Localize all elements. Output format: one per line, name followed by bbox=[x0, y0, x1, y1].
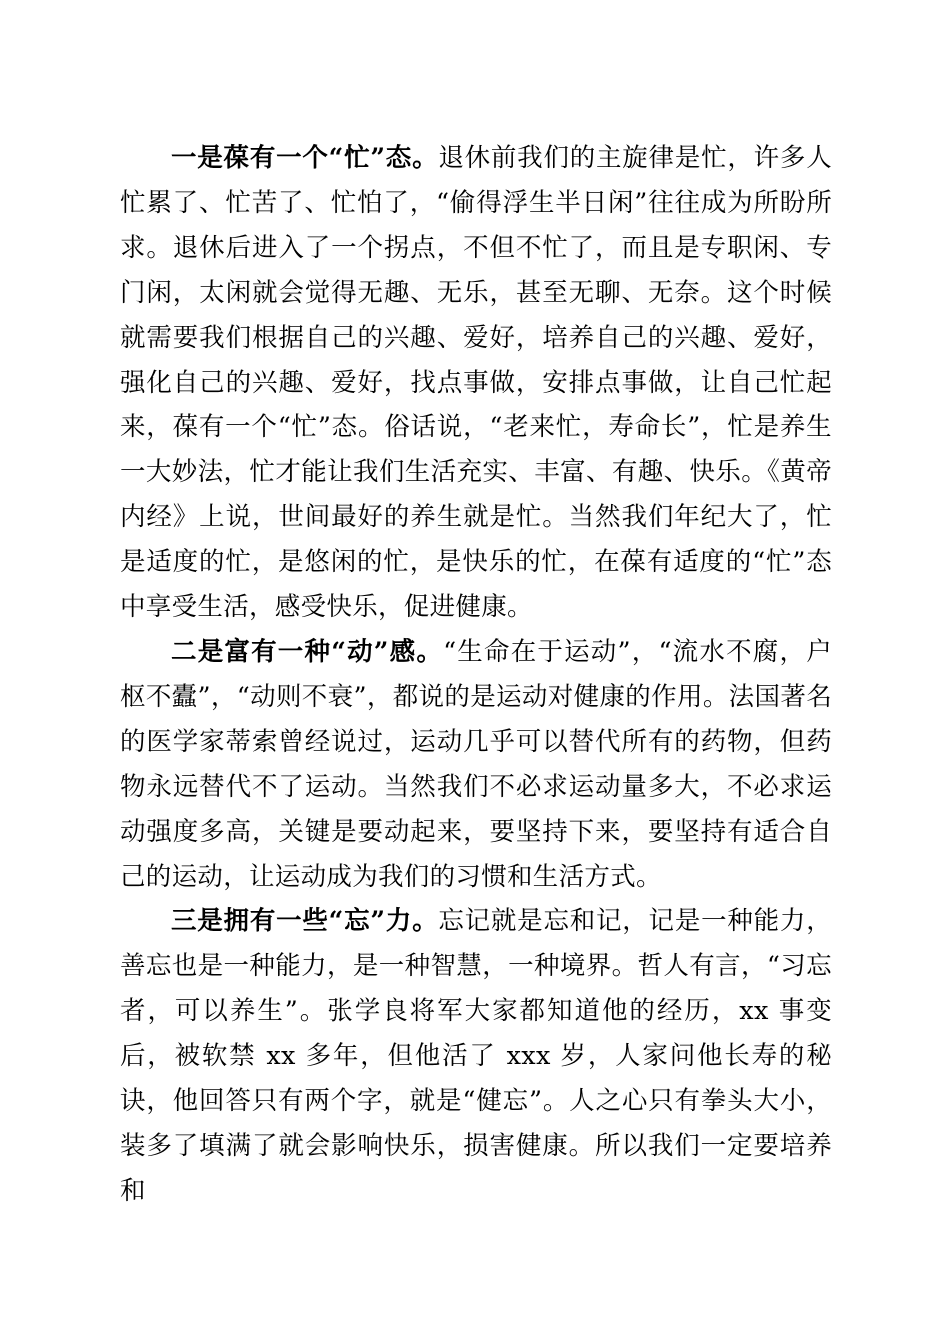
paragraph-text: “生命在于运动”，“流水不腐，户枢不蠹”，“动则不衰”，都说的是运动对健康的作用。法国著名的医学家蒂索曾经说过，运动几乎可以替代所有的药物，但药物永远替代不了运动。当然我们不必求运动量多大，不必求运动强度多高，关键是要动起来，要坚持下来，要坚持有适合自己的运动，让运动成为我们的习惯和生活方式。 bbox=[120, 636, 832, 892]
paragraph-forgetting bbox=[120, 899, 832, 1213]
paragraph-heading: 三是拥有一些“忘”力。 bbox=[171, 906, 439, 937]
paragraph-text: 退休前我们的主旋律是忙，许多人忙累了、忙苦了、忙怕了，“偷得浮生半日闲”往往成为所盼所求。退休后进入了一个拐点，不但不忙了，而且是专职闲、专门闲，太闲就会觉得无趣、无乐，甚至无聊、无奈。这个时候就需要我们根据自己的兴趣、爱好，培养自己的兴趣、爱好，强化自己的兴趣、爱好，找点事做，安排点事做，让自己忙起来，葆有一个“忙”态。俗话说，“老来忙，寿命长”，忙是养生一大妙法，忙才能让我们生活充实、丰富、有趣、快乐。《黄帝内经》上说，世间最好的养生就是忙。当然我们年纪大了，忙是适度的忙，是悠闲的忙，是快乐的忙，在葆有适度的“忙”态中享受生活，感受快乐，促进健康。 bbox=[120, 143, 832, 623]
paragraph-busy bbox=[120, 136, 832, 630]
paragraph-movement bbox=[120, 630, 832, 899]
paragraph-heading: 二是富有一种“动”感。 bbox=[171, 636, 444, 667]
paragraph-text: 忘记就是忘和记，记是一种能力，善忘也是一种能力，是一种智慧，一种境界。哲人有言，“习忘者，可以养生”。张学良将军大家都知道他的经历，xx 事变后，被软禁 xx 多年，但他活了 xxx 岁，人家问他长寿的秘诀，他回答只有两个字，就是“健忘”。人之心只有拳头大小，装多了填满了就会影响快乐，损害健康。所以我们一定要培养和 bbox=[120, 906, 832, 1206]
paragraph-heading: 一是葆有一个“忙”态。 bbox=[171, 143, 439, 173]
document-body bbox=[120, 136, 832, 1214]
